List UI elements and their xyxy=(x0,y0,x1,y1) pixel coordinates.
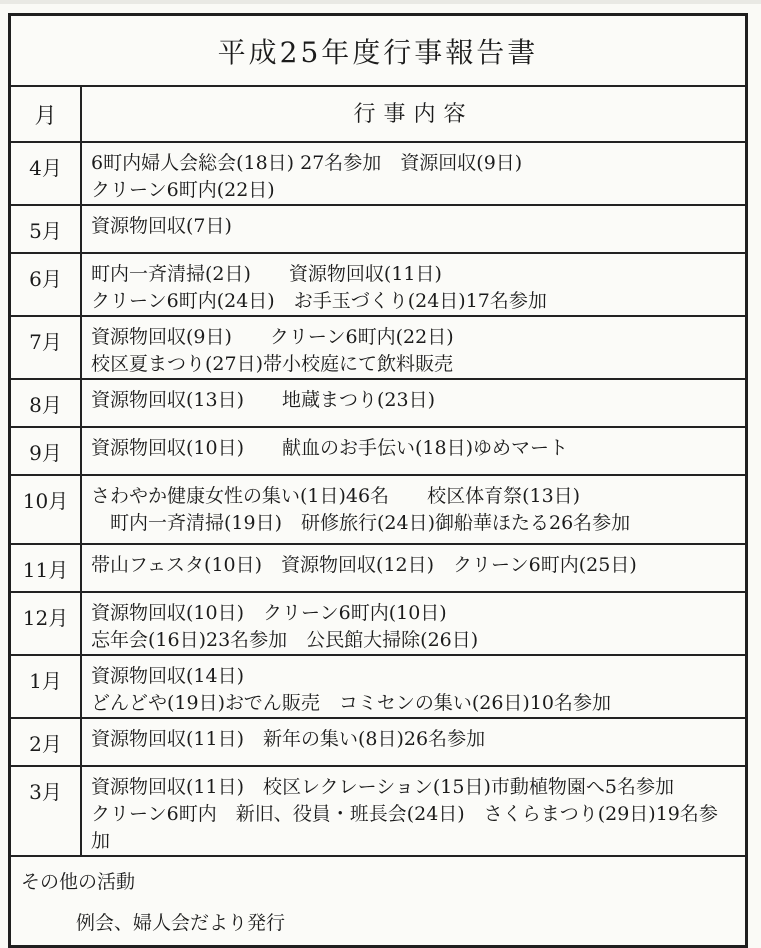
event-line: 資源物回収(14日) xyxy=(91,665,245,687)
content-cell xyxy=(82,545,745,591)
event-line: 資源物回収(11日) 新年の集い(8日)26名参加 xyxy=(91,728,486,750)
title-row xyxy=(11,16,745,85)
content-cell xyxy=(82,254,745,315)
content-cell xyxy=(82,593,745,654)
table-row-february xyxy=(11,717,745,765)
content-cell xyxy=(82,767,745,855)
table-row-november xyxy=(11,543,745,591)
event-line: クリーン6町内(24日) お手玉づくり(24日)17名参加 xyxy=(91,290,547,312)
content-cell xyxy=(82,656,745,717)
table-row-august xyxy=(11,378,745,426)
table-row-june xyxy=(11,252,745,315)
table-row-december xyxy=(11,591,745,654)
event-line: 資源物回収(13日) 地蔵まつり(23日) xyxy=(91,389,436,411)
table-row-october xyxy=(11,474,745,543)
event-line: 忘年会(16日)23名参加 公民館大掃除(26日) xyxy=(91,629,479,651)
content-cell xyxy=(82,380,745,426)
event-line: 資源物回収(9日) クリーン6町内(22日) xyxy=(91,326,454,348)
event-line: 資源物回収(7日) xyxy=(91,215,232,237)
content-cell xyxy=(82,206,745,252)
table-row-september xyxy=(11,426,745,474)
month-cell: 1月 xyxy=(11,656,82,717)
content-cell xyxy=(82,317,745,378)
event-line: 校区夏まつり(27日)帯小校庭にて飲料販売 xyxy=(91,353,454,375)
table-row-march xyxy=(11,765,745,855)
month-cell: 11月 xyxy=(11,545,82,591)
event-line: 町内一斉清掃(2日) 資源物回収(11日) xyxy=(91,263,442,285)
event-line: さわやか健康女性の集い(1日)46名 校区体育祭(13日) xyxy=(91,485,581,507)
month-cell: 6月 xyxy=(11,254,82,315)
event-line: どんどや(19日)おでん販売 コミセンの集い(26日)10名参加 xyxy=(91,692,611,714)
event-line: 資源物回収(10日) 献血のお手伝い(18日)ゆめマート xyxy=(91,437,569,459)
other-activities-title: その他の活動 xyxy=(21,871,136,893)
month-cell: 8月 xyxy=(11,380,82,426)
month-cell: 10月 xyxy=(11,476,82,543)
month-cell: 7月 xyxy=(11,317,82,378)
month-cell: 12月 xyxy=(11,593,82,654)
table-row-july xyxy=(11,315,745,378)
content-cell xyxy=(82,476,745,543)
event-line: クリーン6町内 新旧、役員・班長会(24日) さくらまつり(29日)19名参加 xyxy=(91,803,718,852)
event-line: 資源物回収(10日) クリーン6町内(10日) xyxy=(91,602,447,624)
event-line: クリーン6町内(22日) xyxy=(91,179,275,201)
event-line: 資源物回収(11日) 校区レクレーション(15日)市動植物園へ5名参加 xyxy=(91,776,674,798)
event-line: 6町内婦人会総会(18日) 27名参加 資源回収(9日) xyxy=(91,152,523,174)
content-cell xyxy=(82,428,745,474)
event-report-table xyxy=(8,13,748,948)
event-line: 町内一斉清掃(19日) 研修旅行(24日)御船華ほたる26名参加 xyxy=(91,512,631,534)
scan-edge-artifact xyxy=(0,0,761,4)
table-row-january xyxy=(11,654,745,717)
table-row-april xyxy=(11,141,745,204)
month-column-header: 月 xyxy=(11,87,82,141)
month-cell: 5月 xyxy=(11,206,82,252)
month-cell: 9月 xyxy=(11,428,82,474)
month-cell: 2月 xyxy=(11,719,82,765)
content-cell xyxy=(82,719,745,765)
document-sheet xyxy=(8,13,748,948)
other-activities-section xyxy=(11,855,745,945)
content-column-header: 行事内容 xyxy=(353,101,474,127)
content-cell xyxy=(82,143,745,204)
month-cell: 4月 xyxy=(11,143,82,204)
page-title: 平成25年度行事報告書 xyxy=(217,35,539,69)
month-cell: 3月 xyxy=(11,767,82,855)
table-row-may xyxy=(11,204,745,252)
other-activities-note: 例会、婦人会だより発行 xyxy=(76,912,286,934)
event-line: 帯山フェスタ(10日) 資源物回収(12日) クリーン6町内(25日) xyxy=(91,554,637,576)
table-header-row xyxy=(11,85,745,141)
